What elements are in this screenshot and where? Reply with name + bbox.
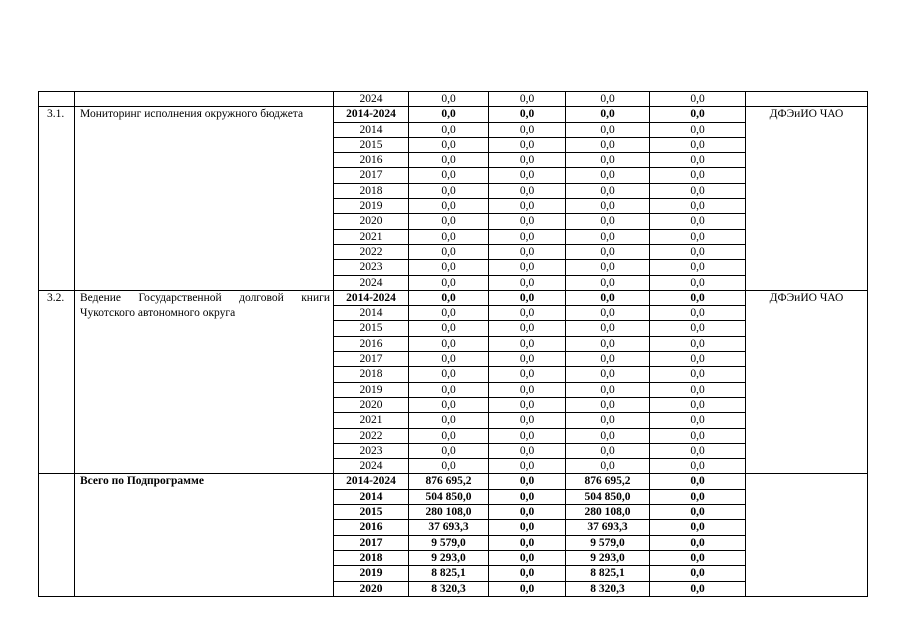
value-federal-cell: 0,0 xyxy=(489,275,566,290)
value-total-cell: 0,0 xyxy=(409,382,489,397)
value-other-cell: 0,0 xyxy=(650,428,746,443)
value-regional-cell: 0,0 xyxy=(566,382,650,397)
value-regional-cell: 0,0 xyxy=(566,275,650,290)
year-cell: 2020 xyxy=(334,214,409,229)
value-other-cell: 0,0 xyxy=(650,443,746,458)
value-federal-cell: 0,0 xyxy=(489,229,566,244)
value-total-cell: 8 825,1 xyxy=(409,566,489,581)
value-federal-cell: 0,0 xyxy=(489,321,566,336)
value-federal-cell: 0,0 xyxy=(489,489,566,504)
value-other-cell: 0,0 xyxy=(650,474,746,489)
value-total-cell: 0,0 xyxy=(409,459,489,474)
value-federal-cell: 0,0 xyxy=(489,474,566,489)
value-regional-cell: 0,0 xyxy=(566,428,650,443)
value-regional-cell: 0,0 xyxy=(566,183,650,198)
value-regional-cell: 0,0 xyxy=(566,367,650,382)
value-regional-cell: 0,0 xyxy=(566,229,650,244)
value-other-cell: 0,0 xyxy=(650,397,746,412)
value-total-cell: 0,0 xyxy=(409,397,489,412)
value-other-cell: 0,0 xyxy=(650,550,746,565)
activity-name-cell: Ведение Государственной долговой книги Чукотского автономного округа xyxy=(75,290,334,474)
value-federal-cell: 0,0 xyxy=(489,214,566,229)
value-federal-cell: 0,0 xyxy=(489,367,566,382)
value-federal-cell: 0,0 xyxy=(489,290,566,305)
value-total-cell: 0,0 xyxy=(409,199,489,214)
row-number-cell: 3.1. xyxy=(39,107,75,291)
value-other-cell: 0,0 xyxy=(650,352,746,367)
year-cell: 2017 xyxy=(334,535,409,550)
executor-cell: ДФЭиИО ЧАО xyxy=(746,290,868,474)
executor-cell: ДФЭиИО ЧАО xyxy=(746,107,868,291)
value-total-cell: 0,0 xyxy=(409,229,489,244)
value-total-cell: 0,0 xyxy=(409,107,489,122)
value-federal-cell: 0,0 xyxy=(489,535,566,550)
value-other-cell: 0,0 xyxy=(650,382,746,397)
value-other-cell: 0,0 xyxy=(650,92,746,107)
row-number-cell: 3.2. xyxy=(39,290,75,474)
value-other-cell: 0,0 xyxy=(650,122,746,137)
value-federal-cell: 0,0 xyxy=(489,550,566,565)
value-regional-cell: 0,0 xyxy=(566,168,650,183)
value-federal-cell: 0,0 xyxy=(489,336,566,351)
value-federal-cell: 0,0 xyxy=(489,459,566,474)
value-other-cell: 0,0 xyxy=(650,535,746,550)
continuation-row xyxy=(39,92,868,107)
year-cell: 2015 xyxy=(334,137,409,152)
activity-name-cell: Мониторинг исполнения окружного бюджета xyxy=(75,107,334,291)
value-federal-cell: 0,0 xyxy=(489,306,566,321)
year-cell: 2024 xyxy=(334,92,409,107)
value-total-cell: 0,0 xyxy=(409,260,489,275)
value-federal-cell: 0,0 xyxy=(489,505,566,520)
value-total-cell: 0,0 xyxy=(409,413,489,428)
value-regional-cell: 0,0 xyxy=(566,443,650,458)
year-cell: 2024 xyxy=(334,275,409,290)
value-total-cell: 0,0 xyxy=(409,321,489,336)
year-cell: 2021 xyxy=(334,229,409,244)
value-total-cell: 0,0 xyxy=(409,428,489,443)
year-cell: 2019 xyxy=(334,566,409,581)
executor-cell xyxy=(746,474,868,596)
value-total-cell: 0,0 xyxy=(409,336,489,351)
value-other-cell: 0,0 xyxy=(650,199,746,214)
year-cell: 2024 xyxy=(334,459,409,474)
value-federal-cell: 0,0 xyxy=(489,520,566,535)
value-total-cell: 280 108,0 xyxy=(409,505,489,520)
year-cell: 2016 xyxy=(334,153,409,168)
value-total-cell: 0,0 xyxy=(409,352,489,367)
value-federal-cell: 0,0 xyxy=(489,413,566,428)
activity-name-cell: Всего по Подпрограмме xyxy=(75,474,334,596)
value-other-cell: 0,0 xyxy=(650,306,746,321)
year-cell: 2017 xyxy=(334,168,409,183)
year-cell: 2022 xyxy=(334,244,409,259)
value-regional-cell: 280 108,0 xyxy=(566,505,650,520)
year-cell: 2015 xyxy=(334,321,409,336)
value-regional-cell: 0,0 xyxy=(566,306,650,321)
year-cell: 2015 xyxy=(334,505,409,520)
value-regional-cell: 0,0 xyxy=(566,153,650,168)
value-other-cell: 0,0 xyxy=(650,229,746,244)
value-federal-cell: 0,0 xyxy=(489,153,566,168)
value-total-cell: 0,0 xyxy=(409,306,489,321)
value-federal-cell: 0,0 xyxy=(489,137,566,152)
value-total-cell: 37 693,3 xyxy=(409,520,489,535)
value-other-cell: 0,0 xyxy=(650,413,746,428)
value-regional-cell: 0,0 xyxy=(566,122,650,137)
value-other-cell: 0,0 xyxy=(650,367,746,382)
value-other-cell: 0,0 xyxy=(650,260,746,275)
value-total-cell: 0,0 xyxy=(409,168,489,183)
year-cell: 2019 xyxy=(334,199,409,214)
year-cell: 2020 xyxy=(334,397,409,412)
value-total-cell: 9 579,0 xyxy=(409,535,489,550)
year-cell: 2014-2024 xyxy=(334,107,409,122)
year-cell: 2018 xyxy=(334,550,409,565)
value-federal-cell: 0,0 xyxy=(489,168,566,183)
year-cell: 2014 xyxy=(334,489,409,504)
value-federal-cell: 0,0 xyxy=(489,244,566,259)
value-other-cell: 0,0 xyxy=(650,244,746,259)
year-cell: 2023 xyxy=(334,260,409,275)
value-other-cell: 0,0 xyxy=(650,336,746,351)
value-total-cell: 8 320,3 xyxy=(409,581,489,596)
value-other-cell: 0,0 xyxy=(650,168,746,183)
value-total-cell: 0,0 xyxy=(409,137,489,152)
year-cell: 2020 xyxy=(334,581,409,596)
value-other-cell: 0,0 xyxy=(650,107,746,122)
value-other-cell: 0,0 xyxy=(650,520,746,535)
value-total-cell: 504 850,0 xyxy=(409,489,489,504)
value-other-cell: 0,0 xyxy=(650,459,746,474)
value-federal-cell: 0,0 xyxy=(489,122,566,137)
value-other-cell: 0,0 xyxy=(650,153,746,168)
year-cell: 2021 xyxy=(334,413,409,428)
row-number-cell xyxy=(39,92,75,107)
value-federal-cell: 0,0 xyxy=(489,183,566,198)
value-other-cell: 0,0 xyxy=(650,489,746,504)
value-regional-cell: 0,0 xyxy=(566,199,650,214)
table-row xyxy=(39,107,868,122)
value-total-cell: 0,0 xyxy=(409,122,489,137)
value-regional-cell: 0,0 xyxy=(566,290,650,305)
value-regional-cell: 8 320,3 xyxy=(566,581,650,596)
value-federal-cell: 0,0 xyxy=(489,443,566,458)
value-total-cell: 0,0 xyxy=(409,443,489,458)
table-body xyxy=(39,92,868,597)
value-total-cell: 0,0 xyxy=(409,92,489,107)
table-row xyxy=(39,290,868,305)
value-other-cell: 0,0 xyxy=(650,275,746,290)
value-regional-cell: 0,0 xyxy=(566,107,650,122)
year-cell: 2014 xyxy=(334,306,409,321)
year-cell: 2016 xyxy=(334,520,409,535)
year-cell: 2022 xyxy=(334,428,409,443)
value-regional-cell: 0,0 xyxy=(566,336,650,351)
year-cell: 2016 xyxy=(334,336,409,351)
value-federal-cell: 0,0 xyxy=(489,199,566,214)
value-total-cell: 0,0 xyxy=(409,244,489,259)
value-regional-cell: 504 850,0 xyxy=(566,489,650,504)
value-total-cell: 0,0 xyxy=(409,275,489,290)
value-regional-cell: 0,0 xyxy=(566,260,650,275)
executor-cell xyxy=(746,92,868,107)
value-other-cell: 0,0 xyxy=(650,183,746,198)
value-federal-cell: 0,0 xyxy=(489,382,566,397)
value-other-cell: 0,0 xyxy=(650,321,746,336)
year-cell: 2018 xyxy=(334,367,409,382)
value-regional-cell: 0,0 xyxy=(566,244,650,259)
table-row xyxy=(39,474,868,489)
value-regional-cell: 8 825,1 xyxy=(566,566,650,581)
value-regional-cell: 9 579,0 xyxy=(566,535,650,550)
value-other-cell: 0,0 xyxy=(650,290,746,305)
value-regional-cell: 876 695,2 xyxy=(566,474,650,489)
value-total-cell: 0,0 xyxy=(409,367,489,382)
value-total-cell: 0,0 xyxy=(409,183,489,198)
value-federal-cell: 0,0 xyxy=(489,397,566,412)
year-cell: 2019 xyxy=(334,382,409,397)
value-federal-cell: 0,0 xyxy=(489,92,566,107)
value-other-cell: 0,0 xyxy=(650,137,746,152)
year-cell: 2014-2024 xyxy=(334,474,409,489)
value-regional-cell: 0,0 xyxy=(566,321,650,336)
value-regional-cell: 0,0 xyxy=(566,459,650,474)
value-total-cell: 0,0 xyxy=(409,153,489,168)
value-federal-cell: 0,0 xyxy=(489,352,566,367)
value-regional-cell: 0,0 xyxy=(566,214,650,229)
name-cell xyxy=(75,92,334,107)
value-regional-cell: 0,0 xyxy=(566,397,650,412)
value-regional-cell: 0,0 xyxy=(566,352,650,367)
value-federal-cell: 0,0 xyxy=(489,260,566,275)
year-cell: 2018 xyxy=(334,183,409,198)
year-cell: 2023 xyxy=(334,443,409,458)
value-federal-cell: 0,0 xyxy=(489,107,566,122)
value-federal-cell: 0,0 xyxy=(489,566,566,581)
value-regional-cell: 0,0 xyxy=(566,92,650,107)
year-cell: 2014-2024 xyxy=(334,290,409,305)
row-number-cell xyxy=(39,474,75,596)
year-cell: 2017 xyxy=(334,352,409,367)
value-federal-cell: 0,0 xyxy=(489,581,566,596)
value-other-cell: 0,0 xyxy=(650,581,746,596)
value-federal-cell: 0,0 xyxy=(489,428,566,443)
value-regional-cell: 37 693,3 xyxy=(566,520,650,535)
value-regional-cell: 0,0 xyxy=(566,413,650,428)
value-other-cell: 0,0 xyxy=(650,505,746,520)
year-cell: 2014 xyxy=(334,122,409,137)
value-regional-cell: 9 293,0 xyxy=(566,550,650,565)
value-total-cell: 0,0 xyxy=(409,290,489,305)
value-regional-cell: 0,0 xyxy=(566,137,650,152)
value-other-cell: 0,0 xyxy=(650,214,746,229)
budget-table xyxy=(38,91,868,597)
value-total-cell: 876 695,2 xyxy=(409,474,489,489)
value-total-cell: 9 293,0 xyxy=(409,550,489,565)
value-total-cell: 0,0 xyxy=(409,214,489,229)
value-other-cell: 0,0 xyxy=(650,566,746,581)
